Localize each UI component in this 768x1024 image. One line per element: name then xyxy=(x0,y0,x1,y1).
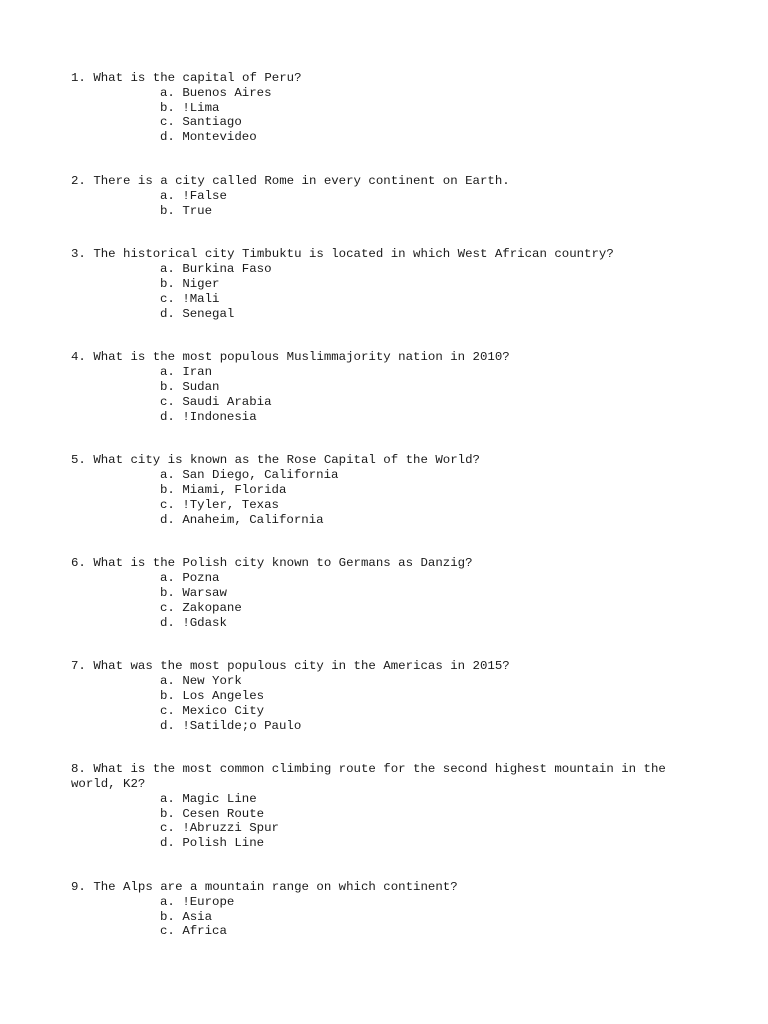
option-text: !False xyxy=(182,188,227,203)
question-prompt: The Alps are a mountain range on which continent? xyxy=(93,880,458,895)
answer-option xyxy=(71,410,691,425)
option-text: !Lima xyxy=(182,100,220,115)
quiz-question xyxy=(71,659,691,733)
option-letter: c. xyxy=(160,115,175,130)
question-text xyxy=(71,174,691,189)
option-text: Saudi Arabia xyxy=(182,394,272,409)
option-text: Senegal xyxy=(182,306,235,321)
answer-option xyxy=(71,204,691,219)
quiz-question xyxy=(71,556,691,630)
question-text xyxy=(71,453,691,468)
option-text: !Mali xyxy=(182,291,220,306)
option-letter: c. xyxy=(160,291,175,306)
answer-options xyxy=(71,189,691,219)
answer-options xyxy=(71,86,691,145)
question-text xyxy=(71,247,691,262)
question-number: 3. xyxy=(71,247,86,262)
answer-option xyxy=(71,689,691,704)
answer-option xyxy=(71,86,691,101)
answer-options xyxy=(71,365,691,424)
answer-option xyxy=(71,601,691,616)
option-text: Montevideo xyxy=(182,130,257,145)
answer-option xyxy=(71,895,691,910)
answer-option xyxy=(71,924,691,939)
option-letter: d. xyxy=(160,615,175,630)
answer-option xyxy=(71,262,691,277)
answer-option xyxy=(71,101,691,116)
option-text: !Satilde;o Paulo xyxy=(182,718,302,733)
quiz-question xyxy=(71,880,691,939)
question-text xyxy=(71,659,691,674)
option-text: !Indonesia xyxy=(182,409,257,424)
answer-options xyxy=(71,468,691,527)
option-letter: b. xyxy=(160,276,175,291)
answer-option xyxy=(71,807,691,822)
option-text: Los Angeles xyxy=(182,688,265,703)
option-letter: a. xyxy=(160,188,175,203)
question-text xyxy=(71,71,691,86)
option-text: Anaheim, California xyxy=(182,512,324,527)
option-text: Buenos Aires xyxy=(182,85,272,100)
quiz-question xyxy=(71,453,691,527)
option-text: Polish Line xyxy=(182,836,265,851)
option-letter: d. xyxy=(160,836,175,851)
question-number: 2. xyxy=(71,173,86,188)
question-prompt: What is the most populous Muslimmajority nation in 2010? xyxy=(93,350,510,365)
answer-option xyxy=(71,395,691,410)
question-prompt: What is the most common climbing route for the second highest mountain in the world, K2? xyxy=(71,762,674,792)
option-text: Pozna xyxy=(182,571,220,586)
question-text xyxy=(71,880,691,895)
question-number: 4. xyxy=(71,350,86,365)
option-text: Niger xyxy=(182,276,220,291)
answer-option xyxy=(71,277,691,292)
option-letter: a. xyxy=(160,468,175,483)
answer-options xyxy=(71,262,691,321)
option-text: New York xyxy=(182,674,242,689)
option-text: Iran xyxy=(182,365,213,380)
question-number: 7. xyxy=(71,659,86,674)
answer-option xyxy=(71,365,691,380)
option-letter: c. xyxy=(160,924,175,939)
question-number: 1. xyxy=(71,71,86,85)
answer-option xyxy=(71,792,691,807)
option-text: !Gdask xyxy=(182,615,227,630)
question-prompt: The historical city Timbuktu is located in which West African country? xyxy=(93,247,614,262)
quiz-question xyxy=(71,350,691,424)
option-text: Miami, Florida xyxy=(182,482,287,497)
option-text: Santiago xyxy=(182,115,242,130)
answer-option xyxy=(71,130,691,145)
option-text: Africa xyxy=(182,924,227,939)
option-text: Mexico City xyxy=(182,703,265,718)
quiz-question xyxy=(71,247,691,321)
answer-option xyxy=(71,836,691,851)
option-letter: d. xyxy=(160,130,175,145)
question-prompt: There is a city called Rome in every continent on Earth. xyxy=(93,173,510,188)
option-text: San Diego, California xyxy=(182,468,339,483)
quiz-question xyxy=(71,174,691,218)
option-text: Zakopane xyxy=(182,600,242,615)
answer-option xyxy=(71,307,691,322)
answer-options xyxy=(71,571,691,630)
answer-options xyxy=(71,895,691,939)
question-prompt: What is the Polish city known to Germans as Danzig? xyxy=(93,556,473,571)
option-letter: b. xyxy=(160,379,175,394)
option-letter: c. xyxy=(160,703,175,718)
option-letter: d. xyxy=(160,306,175,321)
question-text xyxy=(71,556,691,571)
option-letter: a. xyxy=(160,894,175,909)
answer-option xyxy=(71,704,691,719)
option-text: True xyxy=(182,203,213,218)
option-text: Warsaw xyxy=(182,585,227,600)
answer-option xyxy=(71,468,691,483)
answer-option xyxy=(71,292,691,307)
option-text: Sudan xyxy=(182,379,220,394)
question-number: 6. xyxy=(71,556,86,571)
option-text: Magic Line xyxy=(182,791,257,806)
answer-option xyxy=(71,910,691,925)
option-letter: c. xyxy=(160,394,175,409)
question-prompt: What is the capital of Peru? xyxy=(93,71,302,85)
option-letter: a. xyxy=(160,365,175,380)
option-letter: a. xyxy=(160,85,175,100)
answer-option xyxy=(71,115,691,130)
quiz-question-list xyxy=(71,71,691,968)
answer-option xyxy=(71,586,691,601)
option-letter: c. xyxy=(160,600,175,615)
answer-option xyxy=(71,498,691,513)
option-letter: d. xyxy=(160,409,175,424)
answer-option xyxy=(71,189,691,204)
option-letter: b. xyxy=(160,909,175,924)
option-text: !Europe xyxy=(182,894,235,909)
question-text xyxy=(71,762,691,792)
option-letter: a. xyxy=(160,571,175,586)
option-letter: b. xyxy=(160,100,175,115)
option-text: Burkina Faso xyxy=(182,262,272,277)
option-letter: a. xyxy=(160,674,175,689)
answer-option xyxy=(71,719,691,734)
quiz-question xyxy=(71,71,691,145)
question-prompt: What city is known as the Rose Capital of the World? xyxy=(93,453,480,468)
answer-option xyxy=(71,483,691,498)
answer-option xyxy=(71,380,691,395)
option-letter: b. xyxy=(160,585,175,600)
question-text xyxy=(71,350,691,365)
answer-options xyxy=(71,674,691,733)
option-letter: b. xyxy=(160,806,175,821)
option-text: Cesen Route xyxy=(182,806,265,821)
option-letter: d. xyxy=(160,718,175,733)
question-prompt: What was the most populous city in the Americas in 2015? xyxy=(93,659,510,674)
answer-option xyxy=(71,571,691,586)
option-letter: d. xyxy=(160,512,175,527)
answer-option xyxy=(71,616,691,631)
question-number: 8. xyxy=(71,762,86,777)
quiz-question xyxy=(71,762,691,851)
question-number: 5. xyxy=(71,453,86,468)
option-letter: a. xyxy=(160,262,175,277)
answer-option xyxy=(71,513,691,528)
question-number: 9. xyxy=(71,880,86,895)
option-letter: c. xyxy=(160,497,175,512)
answer-option xyxy=(71,821,691,836)
option-text: !Abruzzi Spur xyxy=(182,821,279,836)
answer-options xyxy=(71,792,691,851)
option-text: !Tyler, Texas xyxy=(182,497,279,512)
option-text: Asia xyxy=(182,909,213,924)
option-letter: c. xyxy=(160,821,175,836)
option-letter: b. xyxy=(160,688,175,703)
option-letter: a. xyxy=(160,791,175,806)
option-letter: b. xyxy=(160,482,175,497)
option-letter: b. xyxy=(160,203,175,218)
answer-option xyxy=(71,674,691,689)
